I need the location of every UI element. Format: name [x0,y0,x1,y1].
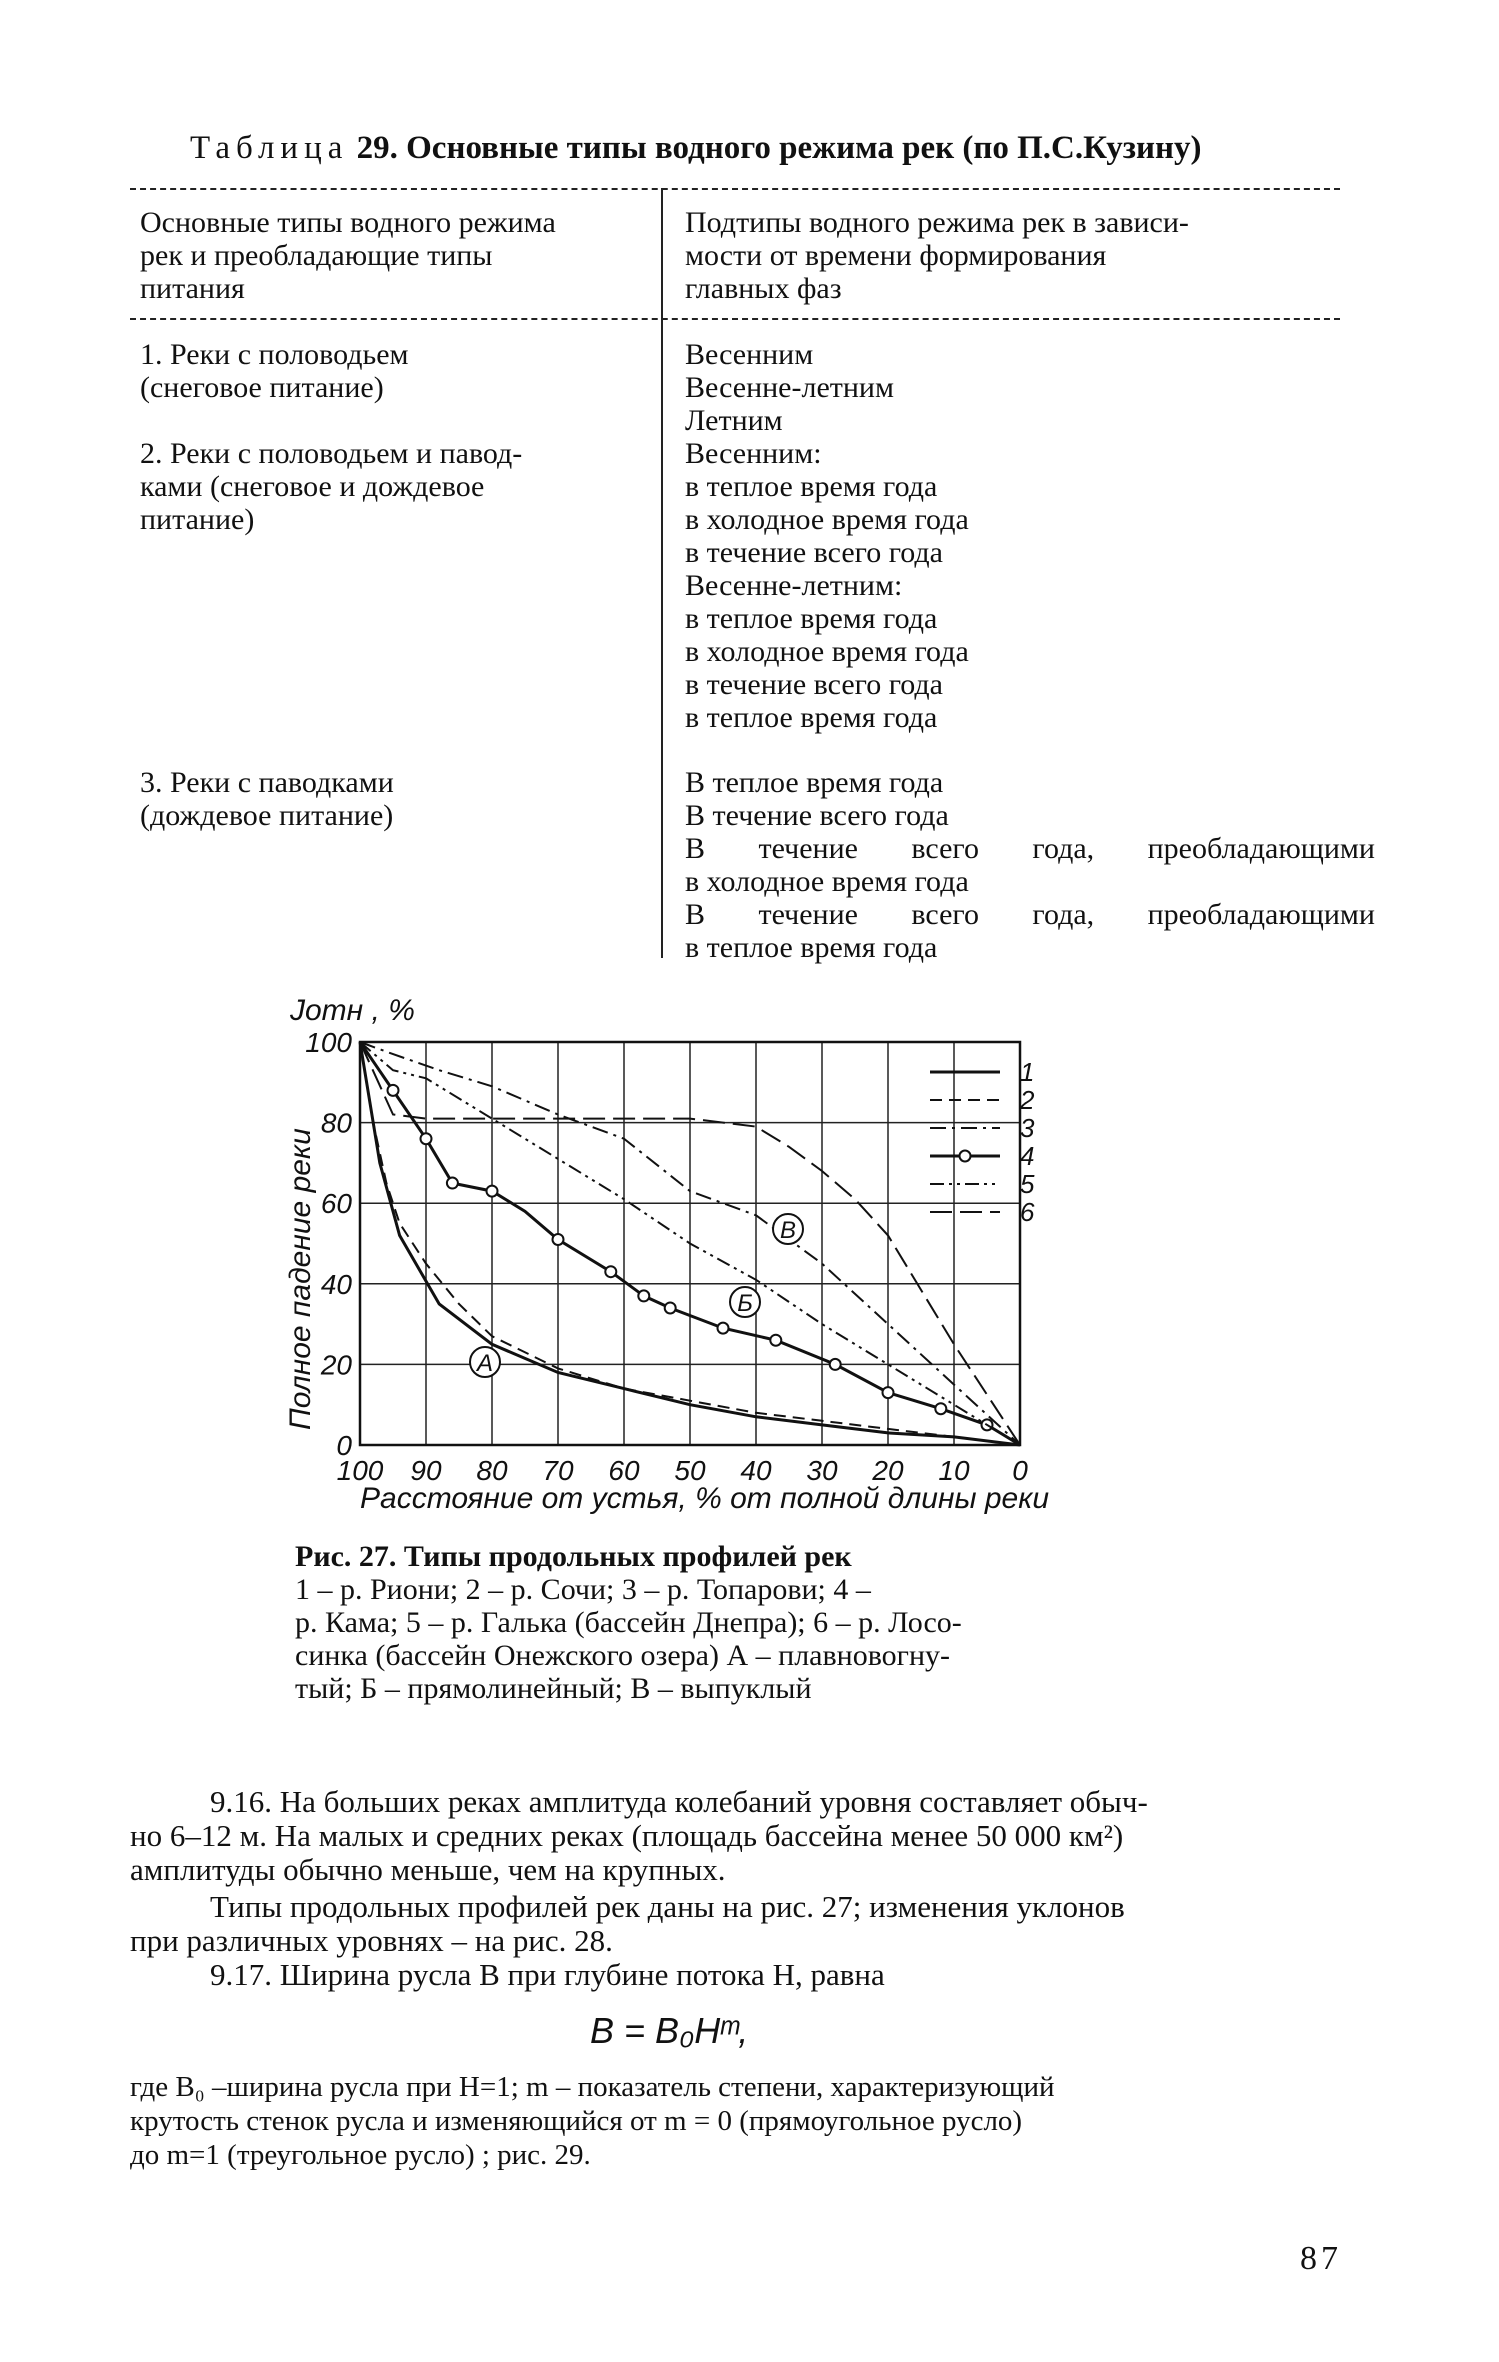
series-marker [421,1133,432,1144]
row-text: 1. Реки с половодьем [140,338,409,371]
table-row-3-left [140,766,394,832]
legend-label-3: 3 [1020,1113,1035,1143]
x-tick-label: 60 [608,1455,640,1486]
table-header-right [685,206,1189,305]
x-tick-label: 70 [542,1455,574,1486]
para-line: амплитуды обычно меньше, чем на крупных. [130,1852,726,1887]
series-marker [605,1266,616,1277]
header-right-line: Подтипы водного режима рек в зависи- [685,206,1189,239]
chart-ylabel-top: Jотн , % [290,994,415,1027]
row-text: в теплое время года [685,701,938,734]
para-line: 9.17. Ширина русла B при глубине потока H, равна [210,1957,885,1992]
table-row-1-left [140,338,409,404]
para-line: где B₀ –ширина русла при H=1; m – показатель степени, характеризующий [130,2071,1055,2103]
profile-chart [260,990,1180,1520]
table-header-left [140,206,556,305]
table-header-rule [130,318,1340,320]
word: преобладающими [1147,832,1375,865]
table-column-divider [661,188,663,958]
series-marker [553,1234,564,1245]
series-marker [665,1302,676,1313]
y-tick-label: 0 [336,1430,352,1461]
row-text: Весенним [685,338,814,371]
paragraph-definition [130,2070,1055,2172]
legend-label-1: 1 [1020,1057,1035,1087]
series-marker [388,1085,399,1096]
series-marker [447,1178,458,1189]
series-marker [935,1403,946,1414]
annotation-label: В [779,1217,797,1244]
x-tick-label: 90 [410,1455,442,1486]
table-row-2-right [685,437,969,734]
y-tick-label: 100 [305,1027,352,1058]
word: В [685,832,706,865]
word: течение [758,832,858,865]
series-marker [770,1335,781,1346]
table-title [190,130,1202,167]
paragraph-9-17 [210,1958,885,1992]
legend-label-4: 4 [1020,1141,1035,1171]
chart-annotations [470,1214,803,1377]
para-line: до m=1 (треугольное русло) ; рис. 29. [130,2139,591,2171]
series-marker [883,1387,894,1398]
x-tick-label: 100 [336,1455,384,1486]
word: года, [1032,898,1095,931]
series-marker [830,1359,841,1370]
figure-caption-line: р. Кама; 5 – р. Галька (бассейн Днепра); 6 – р. Лосо- [295,1606,962,1639]
row-text: в теплое время года [685,602,938,635]
table-row-1-right [685,338,894,437]
formula: B = B₀Hᵐ, [590,2010,749,2051]
x-tick-label: 80 [476,1455,508,1486]
x-tick-label: 30 [806,1455,838,1486]
figure-caption-title: Рис. 27. Типы продольных профилей рек [295,1540,852,1573]
legend-label-2: 2 [1020,1085,1035,1115]
row-text: 2. Реки с половодьем и павод- [140,437,523,470]
row-text: Весенне-летним [685,371,894,404]
series-marker [718,1323,729,1334]
row-text: 3. Реки с паводками [140,766,394,799]
chart-xlabel: Расстояние от устья, % от полной длины реки [360,1482,1050,1515]
chart-ticks [305,1027,1028,1486]
x-tick-label: 0 [1012,1455,1028,1486]
legend-marker [960,1151,971,1162]
x-tick-label: 40 [740,1455,772,1486]
header-right-line: главных фаз [685,272,842,305]
word: В [685,898,706,931]
para-line: крутость стенок русла и изменяющийся от m = 0 (прямоугольное русло) [130,2105,1023,2137]
header-right-line: мости от времени формирования [685,239,1107,272]
chart-ylabel-side: Полное падение реки [284,1128,317,1430]
figure-caption-line: 1 – р. Риони; 2 – р. Сочи; 3 – р. Топарови; 4 – [295,1573,871,1606]
row-text: в теплое время года [685,470,938,503]
word: года, [1032,832,1095,865]
legend-label-6: 6 [1020,1197,1035,1227]
y-tick-label: 60 [320,1188,352,1220]
chart-legend [930,1057,1035,1227]
y-tick-label: 80 [320,1107,352,1139]
row-text [685,832,1375,865]
word: преобладающими [1147,898,1375,931]
table-row-2-left [140,437,522,536]
row-text: В теплое время года [685,766,944,799]
word: всего [911,898,979,931]
series-marker [638,1290,649,1301]
paragraph-9-16 [130,1785,1148,1887]
para-line: при различных уровнях – на рис. 28. [130,1923,613,1958]
table-top-rule [130,188,1340,190]
row-text: в холодное время года [685,635,969,668]
row-text [685,898,1375,931]
row-text: ками (снеговое и дождевое [140,470,485,503]
row-text: питание) [140,503,255,536]
row-text: Весенним: [685,437,822,470]
figure-caption-line: синка (бассейн Онежского озера) А – плавновогну- [295,1639,951,1672]
annotation-label: А [476,1350,494,1377]
para-line: но 6–12 м. На малых и средних реках (площадь бассейна менее 50 000 км²) [130,1818,1124,1853]
row-text: Летним [685,404,783,437]
row-text: в холодное время года [685,865,969,898]
x-tick-label: 10 [938,1455,970,1486]
word: всего [911,832,979,865]
figure-caption-line: тый; Б – прямолинейный; В – выпуклый [295,1672,812,1705]
table-label: Таблица [190,130,349,166]
table-row-3-right [685,766,1375,964]
row-text: в холодное время года [685,503,969,536]
row-text: (дождевое питание) [140,799,394,832]
header-left-line: Основные типы водного режима [140,206,556,239]
row-text: В течение всего года [685,799,949,832]
row-text: в теплое время года [685,931,938,964]
header-left-line: питания [140,272,245,305]
para-line: 9.16. На больших реках амплитуда колебаний уровня составляет обыч- [210,1784,1148,1819]
row-text: Весенне-летним: [685,569,903,602]
legend-label-5: 5 [1020,1169,1035,1199]
header-left-line: рек и преобладающие типы [140,239,493,272]
page-number: 87 [1300,2240,1342,2277]
table-title-text: 29. Основные типы водного режима рек (по П.С.Кузину) [356,130,1202,166]
row-text: в течение всего года [685,536,943,569]
x-tick-label: 50 [674,1455,706,1486]
paragraph-profiles [130,1890,1125,1958]
y-tick-label: 20 [320,1349,352,1381]
figure-caption [295,1540,962,1705]
row-text: (снеговое питание) [140,371,384,404]
x-tick-label: 20 [872,1455,904,1486]
annotation-label: Б [737,1290,753,1317]
word: течение [758,898,858,931]
series-marker [487,1186,498,1197]
para-line: Типы продольных профилей рек даны на рис. 27; изменения уклонов [210,1889,1125,1924]
row-text: в течение всего года [685,668,943,701]
y-tick-label: 40 [320,1268,352,1300]
